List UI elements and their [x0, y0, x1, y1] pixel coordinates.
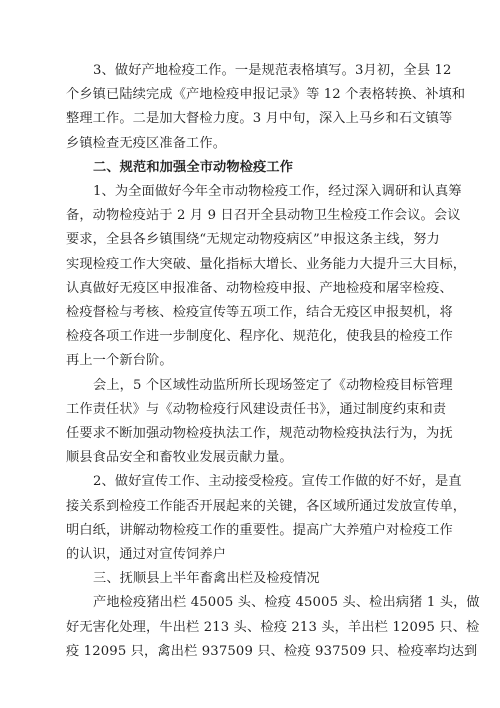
heading-text: 三、抚顺县上半年畜禽出栏及检疫情况	[93, 571, 320, 587]
text-line: 好无害化处理，牛出栏 213 头、检疫 213 头，羊出栏 12095 只、检	[66, 619, 480, 635]
section-heading-livestock	[66, 567, 438, 591]
paragraph-meeting	[66, 180, 467, 374]
text-line: 3、做好产地检疫工作。一是规范表格填写。3月初，全县 12	[93, 63, 452, 78]
paragraph-responsibility	[66, 374, 453, 471]
paragraph-production-quarantine	[66, 59, 466, 156]
text-line: 明白纸，讲解动物检疫工作的重要性。提高广大养殖户对检疫工作	[66, 522, 453, 538]
text-line: 再上一个新台阶。	[66, 353, 173, 369]
text-line: 顺县食品安全和畜牧业发展贡献力量。	[66, 450, 293, 466]
text-line: 检疫各项工作进一步制度化、程序化、规范化，使我县的检疫工作	[66, 329, 453, 345]
text-line: 2、做好宣传工作、主动接受检疫。宣传工作做的好不好，是直	[93, 474, 462, 490]
text-line: 乡镇检查无疫区准备工作。	[66, 135, 227, 151]
text-line: 认真做好无疫区申报准备、动物检疫申报、产地检疫和屠宰检疫、	[66, 280, 453, 296]
text-line: 备，动物检疫站于 2 月 9 日召开全县动物卫生检疫工作会议。会议	[66, 208, 461, 224]
text-line: 产地检疫猪出栏 45005 头、检疫 45005 头、检出病猪 1 头，做	[93, 595, 480, 611]
text-line: 个乡镇已陆续完成《产地检疫申报记录》等 12 个表格转换、补填和	[66, 87, 466, 103]
paragraph-publicity	[66, 470, 467, 567]
text-line: 接关系到检疫工作能否开展起来的关键，各区域所通过发放宣传单，	[66, 498, 467, 514]
section-heading	[66, 156, 438, 180]
document-page	[66, 59, 480, 664]
text-line: 会上，5 个区域性动监所所长现场签定了《动物检疫目标管理	[93, 377, 453, 393]
text-line: 实现检疫工作大突破、量化指标大增长、业务能力大提升三大目标，	[66, 256, 467, 272]
text-line: 要求，全县各乡镇围绕“无规定动物疫病区”申报这条主线，努力	[66, 232, 440, 248]
text-line: 检疫督检与考核、检疫宣传等五项工作，结合无疫区申报契机，将	[66, 305, 453, 321]
heading-text: 二、规范和加强全市动物检疫工作	[93, 159, 294, 175]
text-line: 的认识，通过对宣传饲养户	[66, 547, 227, 563]
text-line: 工作责任状》与《动物检疫行风建设责任书》，通过制度约束和责	[66, 401, 447, 417]
text-line: 疫 12095 只，禽出栏 937509 只、检疫 937509 只、检疫率均达到	[66, 643, 478, 659]
text-line: 1、为全面做好今年全市动物检疫工作，经过深入调研和认真筹	[93, 184, 462, 200]
text-line: 任要求不断加强动物检疫执法工作，规范动物检疫执法行为，为抚	[66, 426, 453, 442]
paragraph-livestock-stats	[66, 591, 480, 664]
text-line: 整理工作。二是加大督检力度。3 月中旬，深入上马乡和石文镇等	[66, 111, 453, 127]
